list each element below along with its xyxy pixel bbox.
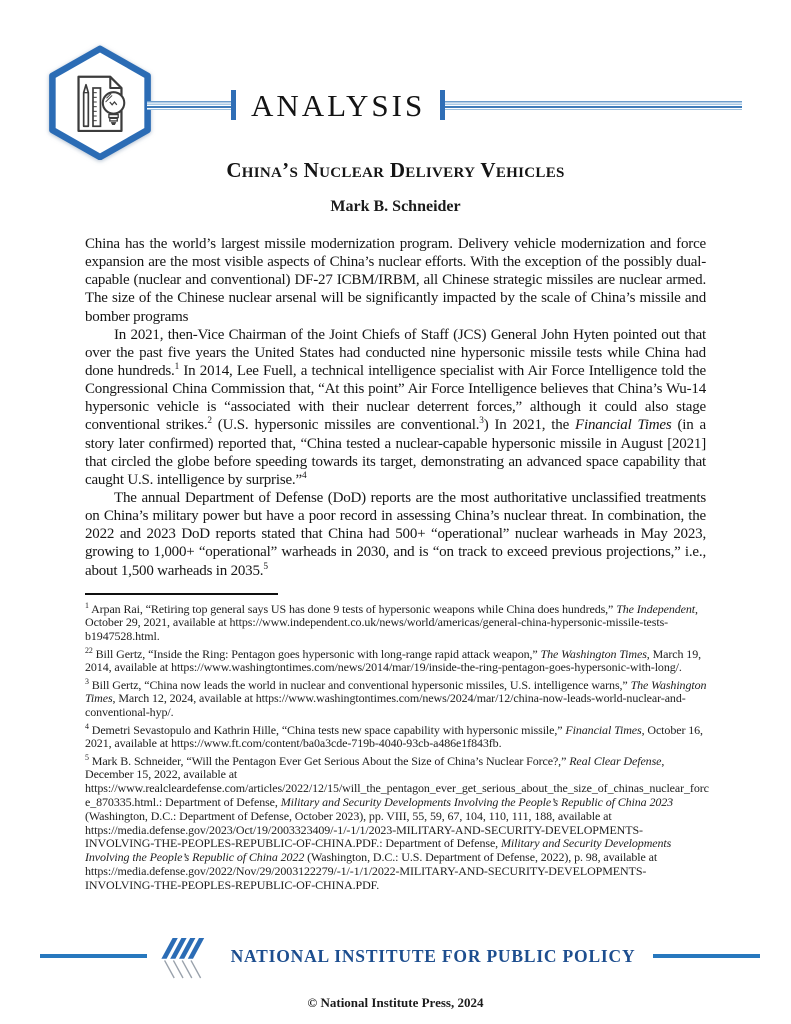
footnote-marker: 5 xyxy=(85,752,89,762)
footnote: $^3$ Bill Gertz, “China now leads the world in nuclear and conventional hypersonic missiles, U.S. intelligence warns,” The Washington Times, March 12, 2024, available at https://www.washingtontimes.com/news/2024/mar/12/china-now-leads-world-nuclear-and-conventional-hyp/. xyxy=(85,676,707,720)
paragraph: The annual Department of Defense (DoD) reports are the most authoritative unclassified treatments on China’s military power but have a poor record in assessing China’s nuclear threat. In combination, the 2022 and 2023 DoD reports stated that China had 500+ “operational” nuclear warheads in May 2023, growing to 1,000+ “operational” warheads in 2030, and is “on track to exceed previous projections,” i.e., about 1,500 warheads in 2035.$^5$ xyxy=(85,489,706,579)
footnote-reference: 4 xyxy=(301,470,307,481)
footnote-reference: 1 xyxy=(174,361,180,372)
footnote-reference: 5 xyxy=(263,561,268,572)
analysis-banner xyxy=(147,89,742,121)
footer-banner xyxy=(0,928,791,984)
footer-rule-left xyxy=(40,954,147,958)
page-title: China’s Nuclear Delivery Vehicles xyxy=(226,158,565,182)
page-footer xyxy=(0,928,791,1011)
footnote: $^1$ Arpan Rai, “Retiring top general says US has done 9 tests of hypersonic weapons while China does hundreds,” The Independent, October 29, 2021, available at https://www.independent.co.uk/news/world/americas/general-china-hypersonic-missile-tests-b1947528.html. xyxy=(85,600,698,644)
banner-label: ANALYSIS xyxy=(251,87,426,123)
footnote-marker: 3 xyxy=(85,676,89,686)
banner-rule-right xyxy=(445,101,742,110)
footnote-marker: 1 xyxy=(85,600,89,610)
paragraph: In 2021, then-Vice Chairman of the Joint Chiefs of Staff (JCS) General John Hyten pointed out that over the past five years the United States had conducted nine hypersonic missile tests while China had done hundreds.$^1$ In 2014, Lee Fuell, a technical intelligence specialist with Air Force Intelligence told the Congressional China Commission that, “At this point” Air Force Intelligence believes that China’s Wu-14 hypersonic vehicle is “associated with their nuclear deterrent forces,” although it could also stage conventional strikes.$^2$ (U.S. hypersonic missiles are conventional.$^3$) In 2021, the Financial Times (in a story later confirmed) reported that, “China tested a nuclear-capable hypersonic missile in August [2021] that circled the globe before speeding towards its target, demonstrating an advanced space capability that caught U.S. intelligence by surprise.”$^4$ xyxy=(85,326,707,488)
hexagon-document-pencil-ruler-lightbulb-icon xyxy=(44,44,156,160)
footnote: $^4$ Demetri Sevastopulo and Kathrin Hille, “China tests new space capability with hypersonic missile,” Financial Times, October 16, 2021, available at https://www.ft.com/content/ba0a3cde-719b-4040-93cb-a486e1f843fb. xyxy=(85,721,703,751)
footer-rule-right xyxy=(653,954,760,958)
author-name: Mark B. Schneider xyxy=(330,198,461,215)
organization-name: NATIONAL INSTITUTE FOR PUBLIC POLICY xyxy=(230,945,636,966)
footnote: $^5$ Mark B. Schneider, “Will the Pentagon Ever Get Serious About the Size of China’s Nuclear Force?,” Real Clear Defense, December 15, 2022, available at https://www.realcleardefense.com/articles/2022/12/15/will_the_pentagon_ever_get_serious_about_the_size_of_chinas_nuclear_force_870335.html.: Department of Defense, Military and Security Developments Involving the People’s Republic of China 2023 (Washington, D.C.: Department of Defense, October 2023), pp. VIII, 55, 59, 67, 104, 110, 111, 188, available at https://media.defense.gov/2023/Oct/19/2003323409/-1/-1/1/2023-MILITARY-AND-SECURITY-DEVELOPMENTS-INVOLVING-THE-PEOPLES-REPUBLIC-OF-CHINA.PDF.: Department of Defense, Military and Security Developments Involving the People’s Republic of China 2022 (Washington, D.C.: U.S. Department of Defense, 2022), p. 98, available at https://media.defense.gov/2022/Nov/29/2003122279/-1/-1/1/2022-MILITARY-AND-SECURITY-DEVELOPMENTS-INVOLVING-THE-PEOPLES-REPUBLIC-OF-CHINA.PDF. xyxy=(85,752,709,892)
footnote-marker: 4 xyxy=(85,721,89,731)
footnote-reference: 3 xyxy=(479,416,484,427)
banner-rule-left xyxy=(147,101,231,110)
footnotes-list xyxy=(85,600,711,893)
footnote-separator xyxy=(85,593,278,595)
footnote-reference: 2 xyxy=(207,416,212,427)
nipp-diagonal-stripes-icon xyxy=(159,932,223,984)
article-body xyxy=(85,235,706,580)
page-header xyxy=(0,0,791,158)
paragraph: China has the world’s largest missile modernization program. Delivery vehicle modernization and force expansion are the most visible aspects of China’s nuclear efforts. With the exception of the possibly dual-capable (nuclear and conventional) DF-27 ICBM/IRBM, all Chinese strategic missiles are nuclear armed. The size of the Chinese nuclear arsenal will be significantly impacted by the scale of China’s missile and bomber programs xyxy=(85,236,706,325)
footnote: $^{22}$ Bill Gertz, “Inside the Ring: Pentagon goes hypersonic with long-range rapid attack weapon,” The Washington Times, March 19, 2014, available at https://www.washingtontimes.com/news/2014/mar/19/inside-the-ring-pentagon-goes-hypersonic-with-long/. xyxy=(85,645,701,675)
copyright-notice: © National Institute Press, 2024 xyxy=(307,995,484,1010)
footnote-marker: 22 xyxy=(85,645,93,655)
